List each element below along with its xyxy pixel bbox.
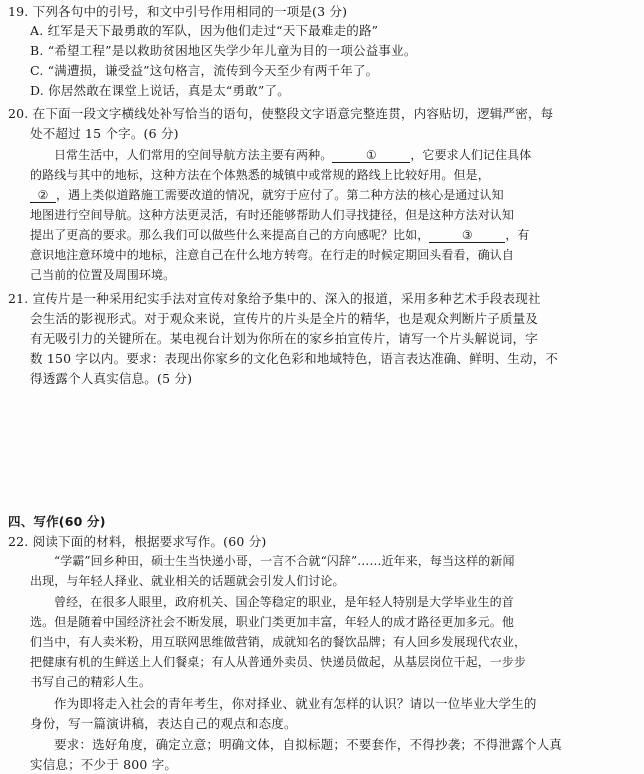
q19-option-c: C. “满遭损，谦受益”这句格言，流传到今天至少有两千年了。 [30, 63, 379, 78]
q20-passage-line3 [30, 186, 504, 205]
q20-passage-text: ，它要求人们记住具体 [410, 148, 532, 162]
q20-passage-line6: 意识地注意环境中的地标，注意自己在什么地方转弯。在行走的时候定期回头看看，确认自 [30, 248, 515, 262]
q19-option-b: B. “希望工程”是以救助贫困地区失学少年儿童为目的一项公益事业。 [30, 43, 417, 58]
q20-passage-text: 提出了更高的要求。那么我们可以做些什么来提高自己的方向感呢？比如， [30, 228, 430, 242]
q22-heading: 22. 阅读下面的材料，根据要求写作。(60 分) [8, 534, 267, 549]
q19-option-a: A. 红军是天下最勇敢的军队，因为他们走过“天下最难走的路” [30, 23, 379, 38]
q20-passage-line4: 地图进行空间导航。这种方法更灵活，有时还能够帮助人们寻找捷径，但是这种方法对认知 [30, 208, 515, 222]
q22-material-line6: 把健康有机的生鲜送上人们餐桌；有人从普通外卖员、快递员做起，从基层岗位干起，一步步 [30, 655, 527, 669]
q19-heading: 19. 下列各句中的引号，和文中引号作用相同的一项是(3 分) [8, 4, 348, 19]
q20-passage-line7: 己当前的位置及周围环境。 [30, 268, 176, 282]
q19-option-d: D. 你居然敢在课堂上说话，真是太“勇敢”了。 [30, 83, 290, 98]
q20-blank-3: ③ [429, 228, 505, 243]
q20-passage-text: ，遇上类似道路施工需要改道的情况，就穷于应付了。第二种方法的核心是通过认知 [56, 188, 504, 202]
q20-passage-text: ，有 [505, 228, 530, 242]
q21-line4: 数 150 字以内。要求：表现出你家乡的文化色彩和地域特色，语言表达准确、鲜明、生动，不 [30, 351, 559, 366]
q20-heading-line2: 处不超过 15 个字。(6 分) [30, 126, 179, 141]
q22-material-line1: “学霸”回乡种田，硕士生当快递小哥，一言不合就“闪辞”……近年来，每当这样的新闻 [54, 554, 515, 568]
q20-passage-line1 [54, 146, 531, 165]
q20-passage-line2: 的路线与其中的地标，这种方法在个体熟悉的城镇中或常规的路线上比较好用。但是， [30, 168, 490, 182]
q20-heading-line1: 20. 在下面一段文字横线处补写恰当的语句，使整段文字语意完整连贯，内容贴切，逻辑严密，每 [8, 106, 554, 121]
q20-blank-1: ① [332, 148, 410, 163]
q22-material-line5: 们当中，有人卖米粉，用互联网思维做营销，成就知名的餐饮品牌；有人回乡发展现代农业， [30, 635, 527, 649]
q22-task-line1: 作为即将走入社会的青年考生，你对择业、就业有怎样的认识？请以一位毕业大学生的 [54, 696, 537, 711]
q21-line3: 有无吸引力的关键所在。某电视台计划为你所在的家乡拍宣传片，请写一个片头解说词，字 [30, 331, 539, 346]
section-writing-title: 四、写作(60 分) [8, 514, 106, 529]
q22-material-line2: 出现，与年轻人择业、就业相关的话题就会引发人们讨论。 [30, 574, 345, 588]
q22-material-line3: 曾经，在很多人眼里，政府机关、国企等稳定的职业，是年轻人特别是大学毕业生的首 [54, 595, 514, 609]
q20-blank-2: ② [30, 188, 56, 203]
q21-line5: 得透露个人真实信息。(5 分) [30, 371, 193, 386]
q22-material-line4: 选。但是随着中国经济社会不断发展，职业门类更加丰富，年轻人的成才路径更加多元。他 [30, 615, 515, 629]
q20-passage-line5 [30, 226, 530, 245]
q21-line1: 21. 宣传片是一种采用纪实手法对宣传对象给予集中的、深入的报道，采用多种艺术手段表现社 [8, 291, 541, 306]
q20-passage-text: 日常生活中，人们常用的空间导航方法主要有两种。 [54, 148, 333, 162]
q22-material-line7: 书写自己的精彩人生。 [30, 675, 152, 689]
q22-requirements-line2: 实信息；不少于 800 字。 [30, 757, 178, 772]
q22-task-line2: 身份，写一篇演讲稿，表达自己的观点和态度。 [30, 716, 297, 731]
q21-line2: 会生活的影视形式。对于观众来说，宣传片的片头是全片的精华，也是观众判断片子质量及 [30, 311, 539, 326]
q22-requirements-line1: 要求：选好角度，确定立意；明确文体，自拟标题；不要套作，不得抄袭；不得泄露个人真 [54, 737, 563, 752]
